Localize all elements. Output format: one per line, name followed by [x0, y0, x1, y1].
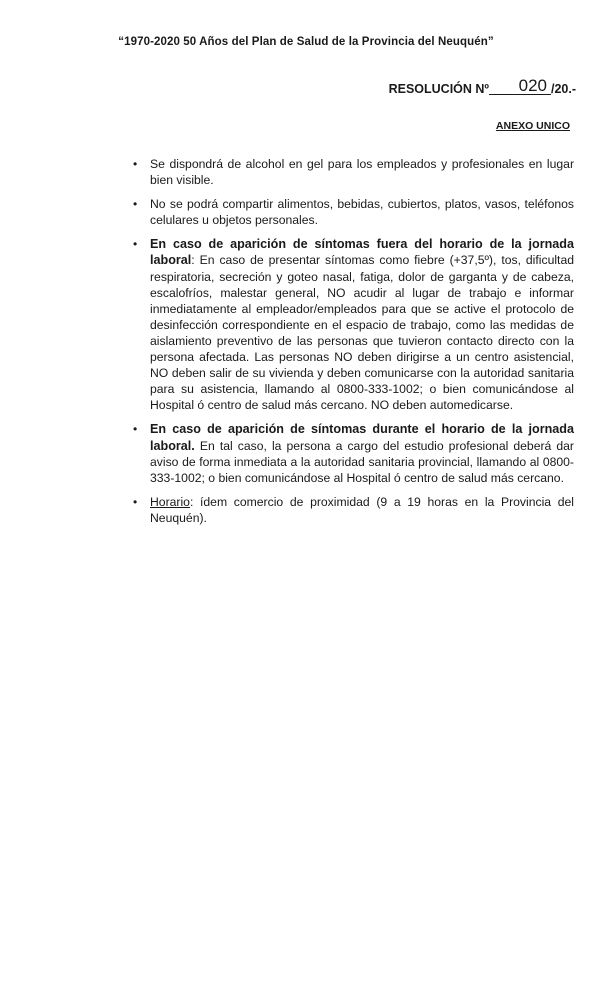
- list-item-heading: Horario: [150, 494, 190, 509]
- resolution-number: [388, 76, 576, 97]
- bullet-icon: •: [133, 157, 138, 171]
- header-title: “1970-2020 50 Años del Plan de Salud de la Provincia del Neuquén”: [118, 36, 494, 48]
- list-item: [128, 156, 574, 188]
- bullet-icon: •: [133, 494, 138, 509]
- bullet-icon: •: [133, 197, 138, 212]
- list-item: [128, 421, 574, 485]
- resolution-label: RESOLUCIÓN Nº: [388, 82, 489, 96]
- resolution-number-field: [489, 78, 551, 95]
- annex-title: ANEXO UNICO: [495, 120, 570, 132]
- list-item: [128, 494, 574, 526]
- list-item-text: En tal caso, la persona a cargo del estudio profesional deberá dar aviso de forma inmediata a la autoridad sanitaria provincial, llamando al 0800-333-1002; o bien comunicándose al Hospital ó centro de salud más cercano.: [150, 438, 574, 485]
- bullet-icon: •: [133, 422, 138, 437]
- list-item-text: : En caso de presentar síntomas como fiebre (+37,5º), tos, dificultad respiratoria, secreción y goteo nasal, fatiga, dolor de garganta y de cabeza, escalofríos, malestar general, NO acudir al lugar de trabajo e informar inmediatamente al empleador/empleados para que se active el protocolo de desinfección correspondiente en el espacio de trabajo, como las medidas de aislamiento preventivo de las personas que tuvieron contacto directo con la persona afectada. Las personas NO deben dirigirse a un centro asistencial, NO deben salir de su vivienda y deben comunicarse con la autoridad sanitaria para su asistencia, llamando al 0800-333-1002; o bien comunicándose al Hospital ó centro de salud más cercano. NO deben automedicarse.: [150, 253, 574, 413]
- resolution-suffix: /20.-: [550, 82, 576, 96]
- list-item-heading: En caso de aparición de síntomas fuera del horario de la jornada laboral: [150, 237, 574, 268]
- annex-content: [128, 156, 574, 534]
- bullet-icon: •: [133, 237, 138, 252]
- list-item-heading: En caso de aparición de síntomas durante el horario de la jornada laboral.: [150, 422, 574, 453]
- list-item-text: No se podrá compartir alimentos, bebidas, cubiertos, platos, vasos, teléfonos celulares u objetos personales.: [150, 197, 574, 228]
- list-item: [128, 196, 574, 228]
- list-item-text: : ídem comercio de proximidad (9 a 19 horas en la Provincia del Neuquén).: [150, 494, 574, 525]
- list-item-text: Se dispondrá de alcohol en gel para los empleados y profesionales en lugar bien visible.: [150, 157, 574, 188]
- list-item: [128, 236, 574, 413]
- resolution-number-value: 020: [518, 76, 547, 95]
